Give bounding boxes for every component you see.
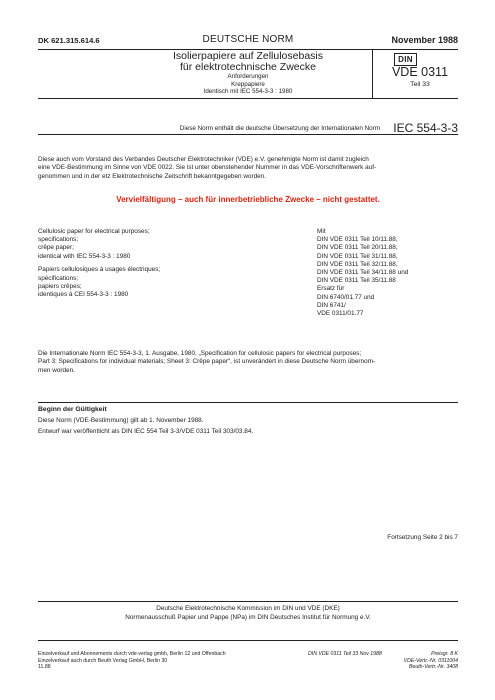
english-title-line: Cellulosic paper for electrical purposes; <box>38 228 150 235</box>
replacement-line: DIN VDE 0311 Teil 35/11.88 <box>317 277 396 285</box>
price-group: Preisgr. 8 K <box>431 651 458 657</box>
french-title-line: spécifications; <box>38 274 79 282</box>
intro-line: Diese auch vom Vorstand des Verbandes Deutscher Elektrotechniker (VDE) e.V. genehmigte Norm ist damit zugleich <box>38 156 369 163</box>
replacement-line: Ersatz für <box>317 285 345 293</box>
document-subtitle-2: Kreppapiere <box>231 80 265 88</box>
title-block <box>38 49 458 99</box>
intro-paragraph <box>38 156 458 181</box>
replacement-line: DIN VDE 0311 Teil 10/11.88, <box>317 236 398 244</box>
replacement-line: Mit <box>317 228 326 235</box>
validity-start: Diese Norm (VDE-Bestimmung) gilt ab 1. November 1988. <box>38 417 204 424</box>
document-subtitle-1: Anforderungen <box>227 73 269 80</box>
footer-line: Einzelverkauf und Abonnements durch vde-verlag gmbh, Berlin 12 und Offenbach <box>38 651 226 657</box>
replacement-line: DIN 6741/ <box>317 301 346 309</box>
statement-line: Part 3: Specifications for individual materials; Sheet 3: Crêpe paper“, ist unverändert in diese Deutsche Norm übernom- <box>38 358 376 366</box>
validity-section <box>38 402 458 435</box>
iec-reference-text: Diese Norm enthält die deutsche Übersetzung der Internationalen Norm <box>179 125 380 132</box>
statement-line: Die Internationale Norm IEC 554-3-3, 1. Ausgabe, 1980, „Specification for cellulosic papers for electrical purposes; <box>38 350 362 357</box>
footer-doc-ref: DIN VDE 0311 Teil 33 Nov 1988 <box>308 651 382 657</box>
draft-reference: Entwurf war veröffentlicht als DIN IEC 554 Teil 3-3/VDE 0311 Teil 303/03.84. <box>38 428 254 435</box>
issue-date: November 1988 <box>391 35 458 45</box>
french-title-line: papiers crêpes; <box>38 282 82 290</box>
replacement-line: VDE 0311/01.77 <box>317 310 364 318</box>
document-header <box>38 36 458 50</box>
adoption-statement <box>38 350 458 375</box>
iec-reference <box>38 120 458 135</box>
translated-titles <box>38 228 258 305</box>
document-title-line-2: für elektrotechnische Zwecke <box>180 61 316 73</box>
standard-number: VDE 0311 <box>391 65 449 79</box>
english-title-line: identical with IEC 554-3-3 : 1980 <box>38 252 131 260</box>
intro-line: eine VDE-Bestimmung im Sinne von VDE 0022. Sie ist unter obenstehender Nummer in das VDE-Vorschriftenwerk auf- <box>38 164 377 172</box>
npa-name: Normenausschuß Papier und Pappe (NPa) im DIN Deutsches Institut für Normung e.V. <box>125 614 371 621</box>
replacement-line: DIN VDE 0311 Teil 20/11.88, <box>317 244 398 252</box>
footer-line <box>308 651 458 658</box>
dke-name: Deutsche Elektrotechnische Kommission im DIN und VDE (DKE) <box>156 605 340 612</box>
title-divider <box>372 50 373 98</box>
french-title <box>38 266 258 299</box>
english-title-line: crêpe paper; <box>38 244 74 252</box>
beuth-order-number: Beuth-Vertr.-Nr. 3408 <box>408 664 458 671</box>
copy-prohibition-notice: Vervielfältigung – auch für innerbetriebliche Zwecke – nicht gestattet. <box>116 195 380 204</box>
document-subtitle-3: Identisch mit IEC 554-3-3 : 1980 <box>203 88 293 95</box>
english-title <box>38 228 258 261</box>
replacement-line: DIN VDE 0311 Teil 34/11.88 und <box>317 269 409 277</box>
footer-line: Einzelverkauf auch durch Beuth Verlag GmbH, Berlin 30 <box>38 657 168 664</box>
french-title-line: Papiers cellulosiques à usages électriques; <box>38 266 161 274</box>
din-logo: DIN <box>394 53 417 66</box>
iec-number: IEC 554-3-3 <box>393 121 458 135</box>
distribution-info <box>38 651 298 671</box>
footer-line: 11.88 <box>38 664 51 671</box>
replacement-line: DIN 6740/01.77 und <box>317 293 375 301</box>
intro-line: genommen und in der etz Elektrotechnische Zeitschrift bekanntgegeben worden. <box>38 172 267 180</box>
dk-number: DK 621.315.614.6 <box>38 36 100 45</box>
replacement-line: DIN VDE 0311 Teil 32/11.88, <box>317 260 398 268</box>
standard-part: Teil 33 <box>410 81 430 88</box>
french-title-line: identiques à CEI 554-3-3 : 1980 <box>38 291 129 299</box>
replacement-info <box>317 228 457 318</box>
document-title-line-1: Isolierpapiere auf Zellulosebasis <box>173 50 323 62</box>
responsible-bodies <box>38 601 458 641</box>
continuation-note: Fortsetzung Seite 2 bis 7 <box>387 534 458 541</box>
validity-heading: Beginn der Gültigkeit <box>38 406 107 413</box>
vde-order-number: VDE-Vertr.-Nr. 0311004 <box>403 657 458 664</box>
english-title-line: specifications; <box>38 236 79 244</box>
standard-type-label: DEUTSCHE NORM <box>202 34 294 45</box>
order-info <box>308 651 458 671</box>
statement-line: men worden. <box>38 366 75 374</box>
replacement-line: DIN VDE 0311 Teil 31/11.88, <box>317 252 398 260</box>
